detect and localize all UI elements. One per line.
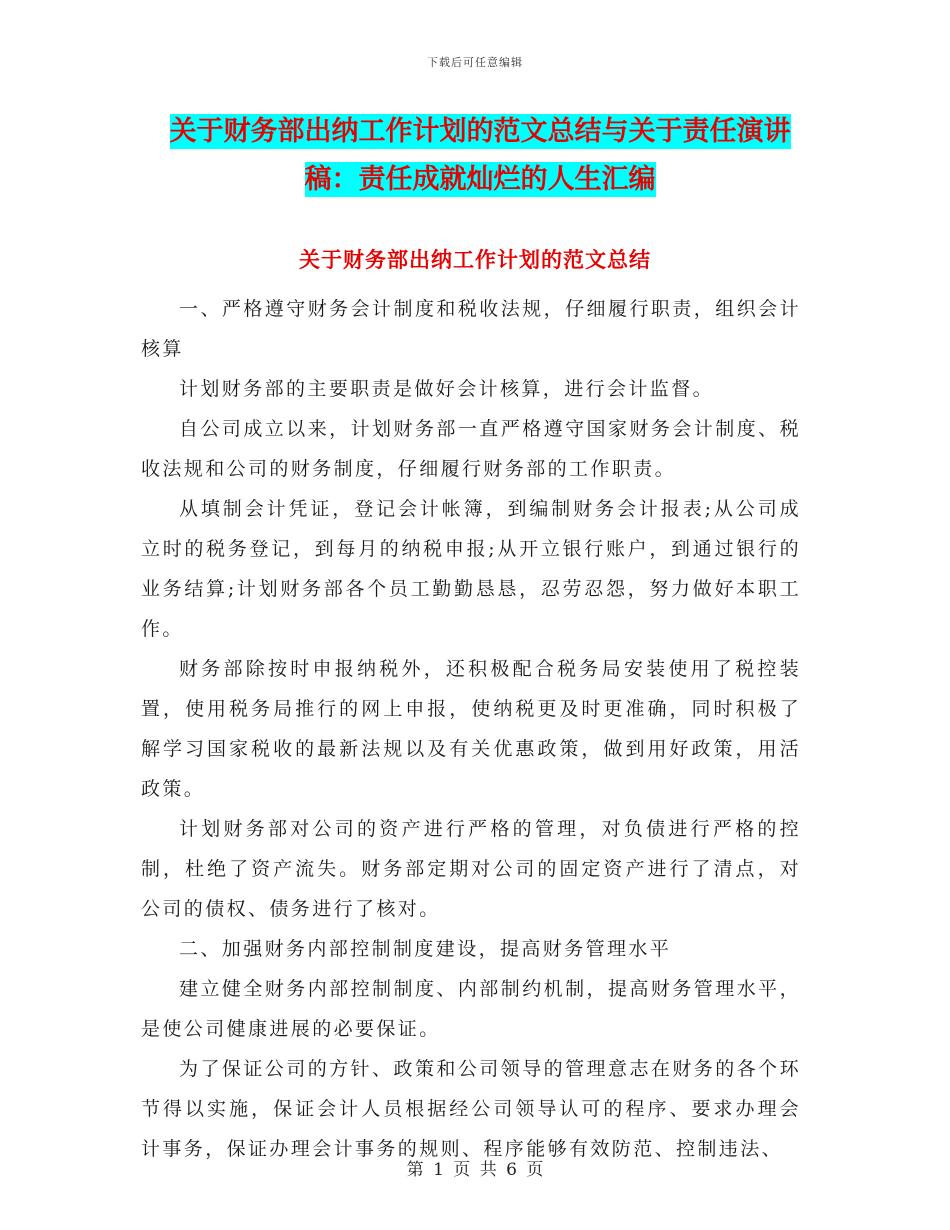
- paragraph: 计划财务部对公司的资产进行严格的管理，对负债进行严格的控制，杜绝了资产流失。财务部定期对公司的固定资产进行了清点，对公司的债权、债务进行了核对。: [141, 818, 801, 920]
- paragraph: 计划财务部的主要职责是做好会计核算，进行会计监督。: [179, 378, 715, 400]
- section-heading: 关于财务部出纳工作计划的范文总结: [299, 247, 651, 272]
- document-title-line-1: 关于财务部出纳工作计划的范文总结与关于责任演讲: [169, 116, 791, 147]
- paragraph: 为了保证公司的方针、政策和公司领导的管理意志在财务的各个环节得以实施，保证会计人员根据经公司领导认可的程序、要求办理会计事务，保证办理会计事务的规则、程序能够有效防范、控制违法、: [141, 1058, 801, 1160]
- paragraph: 建立健全财务内部控制制度、内部制约机制，提高财务管理水平，是使公司健康进展的必要保证。: [141, 978, 801, 1040]
- paragraph: 财务部除按时申报纳税外，还积极配合税务局安装使用了税控装置，使用税务局推行的网上申报，使纳税更及时更准确，同时积极了解学习国家税收的最新法规以及有关优惠政策，做到用好政策，用活政策。: [141, 658, 801, 800]
- page-number: 第 1 页 共 6 页: [406, 1160, 544, 1180]
- paragraph: 一、严格遵守财务会计制度和税收法规，仔细履行职责，组织会计核算: [141, 298, 801, 360]
- paragraph: 二、加强财务内部控制制度建设，提高财务管理水平: [179, 938, 672, 960]
- document-title: [150, 108, 810, 204]
- page-header-note: 下载后可任意编辑: [427, 56, 523, 69]
- document-title-line-2: 稿：责任成就灿烂的人生汇编: [304, 164, 656, 195]
- paragraph: 自公司成立以来，计划财务部一直严格遵守国家财务会计制度、税收法规和公司的财务制度，仔细履行财务部的工作职责。: [141, 418, 801, 480]
- paragraph: 从填制会计凭证，登记会计帐簿，到编制财务会计报表;从公司成立时的税务登记，到每月的纳税申报;从开立银行账户，到通过银行的业务结算;计划财务部各个员工勤勤恳恳，忍劳忍怨，努力做好本职工作。: [141, 498, 801, 640]
- body-text: [141, 289, 801, 1169]
